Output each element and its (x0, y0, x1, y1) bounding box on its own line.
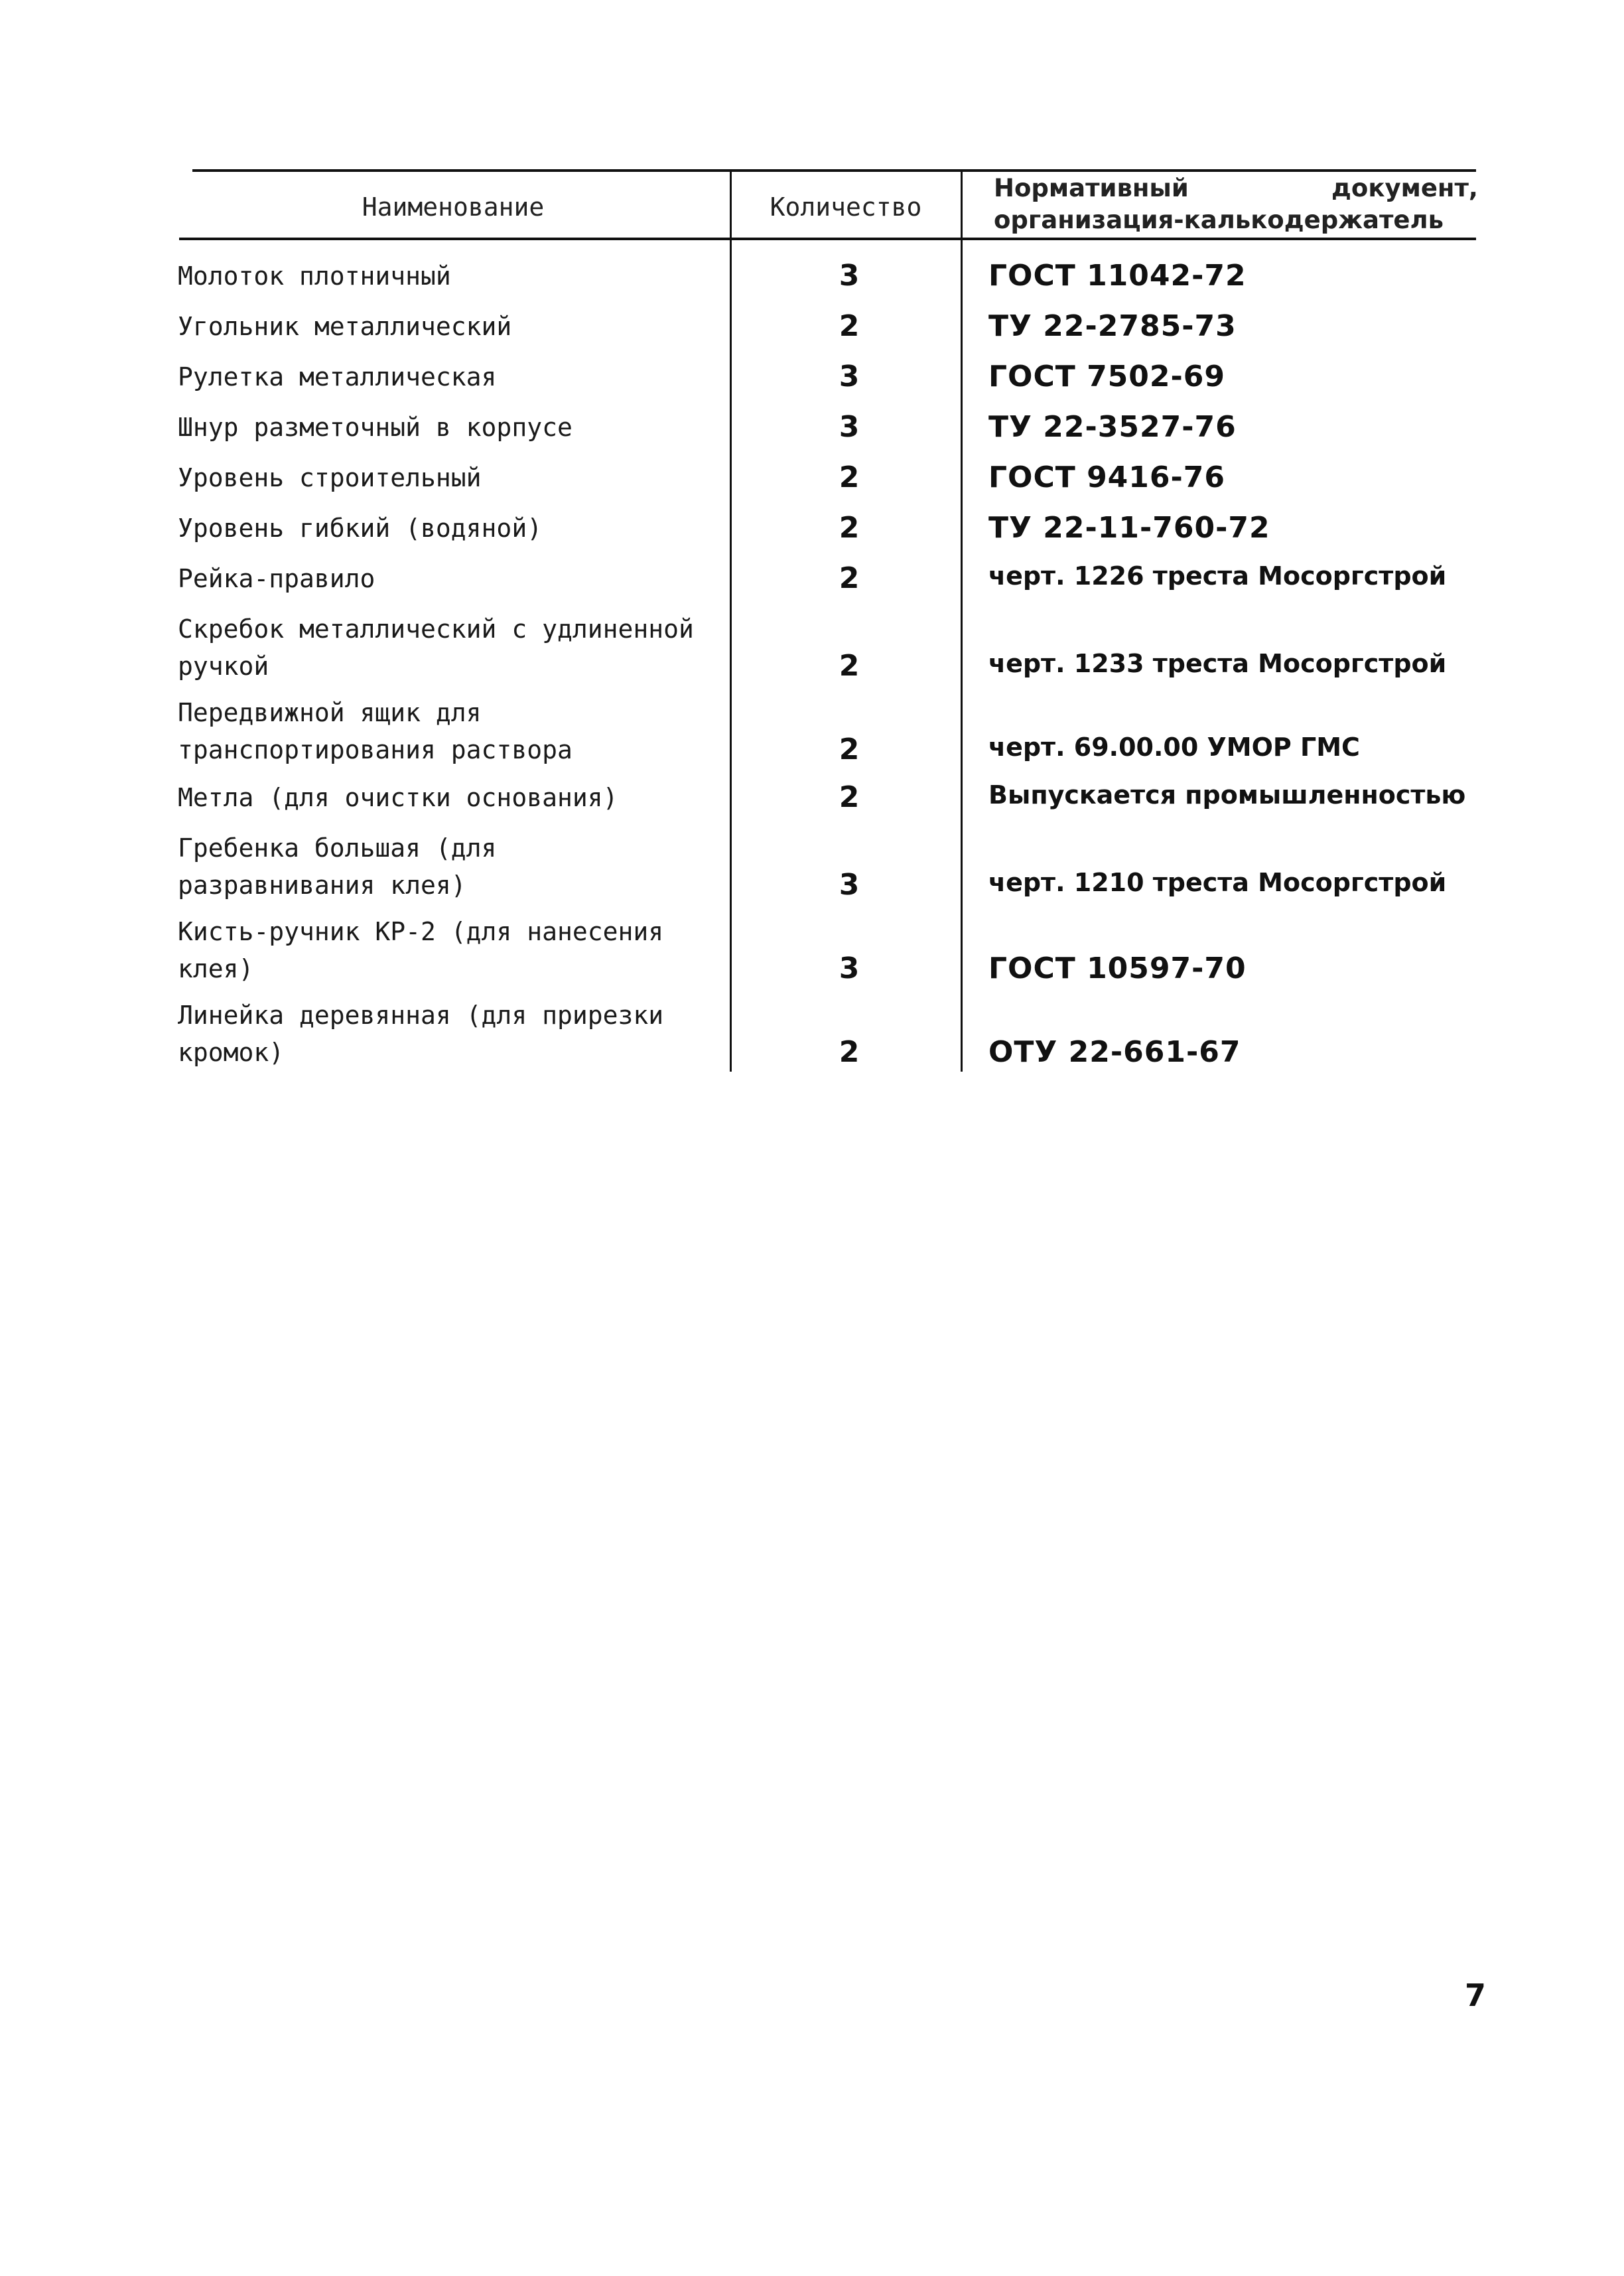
row-name: Линейка деревянная (для прирезки кромок) (178, 1001, 664, 1067)
row-document: черт. 69.00.00 УМОР ГМС (988, 733, 1360, 762)
row-document: ГОСТ 10597-70 (988, 952, 1247, 985)
row-quantity: 2 (839, 649, 860, 683)
row-quantity: 3 (839, 952, 860, 985)
row-quantity: 3 (839, 868, 860, 902)
row-document: черт. 1226 треста Мосоргстрой (988, 561, 1447, 591)
row-name: Метла (для очистки основания) (178, 783, 618, 812)
row-document: черт. 1210 треста Мосоргстрой (988, 868, 1447, 897)
row-name: Гребенка большая (для разравнивания клея) (178, 833, 497, 900)
row-document: ТУ 22-2785-73 (988, 309, 1237, 343)
row-document: ГОСТ 11042-72 (988, 259, 1247, 293)
row-quantity: 2 (839, 461, 860, 494)
table-top-rule (192, 169, 1476, 172)
row-quantity: 2 (839, 309, 860, 343)
row-quantity: 3 (839, 360, 860, 393)
row-name: Рейка-правило (178, 564, 375, 593)
row-name: Молоток плотничный (178, 261, 451, 291)
row-name: Скребок металлический с удлиненной ручкой (178, 614, 694, 681)
row-quantity: 3 (839, 259, 860, 293)
row-name: Угольник металлический (178, 312, 512, 341)
table-header-rule (179, 238, 1476, 240)
row-quantity: 2 (839, 561, 860, 595)
row-name: Уровень строительный (178, 463, 482, 492)
column-divider-1 (730, 169, 732, 1072)
row-name: Рулетка металлическая (178, 362, 497, 391)
row-name: Кисть-ручник КР-2 (для нанесения клея) (178, 917, 664, 983)
row-quantity: 3 (839, 410, 860, 444)
row-name: Передвижной ящик для транспортирования раствора (178, 698, 573, 764)
row-quantity: 2 (839, 780, 860, 814)
row-name: Уровень гибкий (водяной) (178, 514, 543, 543)
row-document: ТУ 22-3527-76 (988, 410, 1237, 444)
row-document: черт. 1233 треста Мосоргстрой (988, 649, 1447, 678)
row-name: Шнур разметочный в корпусе (178, 413, 573, 442)
row-document: Выпускается промышленностью (988, 780, 1466, 810)
header-name: Наименование (362, 192, 545, 222)
row-document: ГОСТ 9416-76 (988, 461, 1226, 494)
row-document: ТУ 22-11-760-72 (988, 511, 1270, 545)
row-document: ГОСТ 7502-69 (988, 360, 1226, 393)
header-document: Нормативный документ, организация-калькодержатель (994, 174, 1478, 234)
row-quantity: 2 (839, 1035, 860, 1069)
page-number: 7 (1464, 1977, 1486, 2013)
row-quantity: 2 (839, 511, 860, 545)
row-document: ОТУ 22-661-67 (988, 1035, 1241, 1069)
row-quantity: 2 (839, 733, 860, 766)
header-quantity: Количество (770, 192, 922, 222)
column-divider-2 (961, 169, 963, 1072)
